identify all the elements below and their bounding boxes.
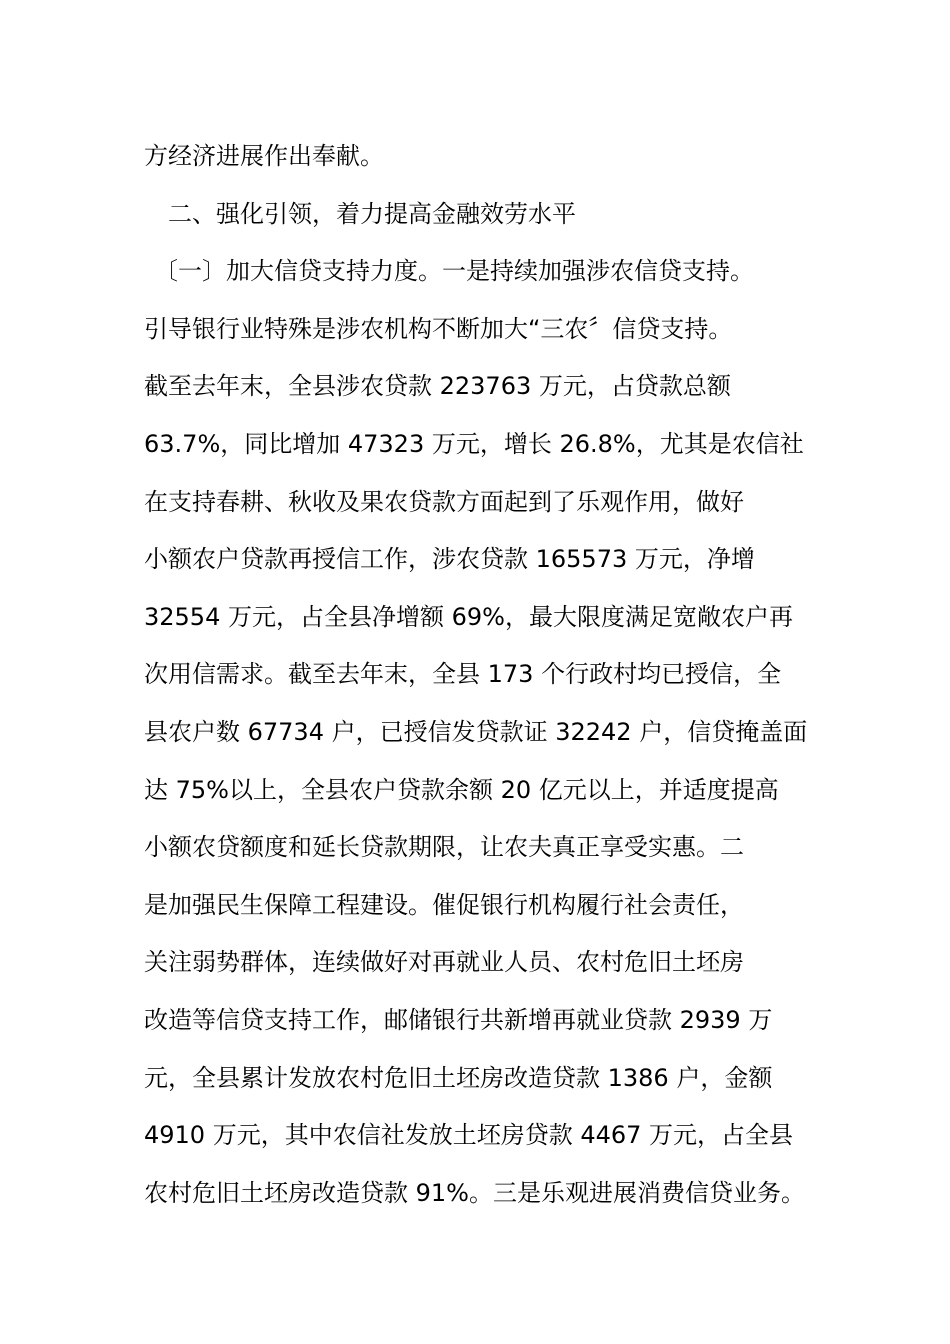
text-line: 32554 万元，占全县净增额 69%，最大限度满足宽敞农户再	[144, 602, 793, 631]
section-heading: 二、强化引领，着力提高金融效劳水平	[168, 199, 576, 228]
text-line: 次用信需求。截至去年末，全县 173 个行政村均已授信，全	[144, 660, 782, 689]
text-line: 引导银行业特殊是涉农机构不断加大“三农〞信贷支持。	[144, 314, 733, 343]
text-line: 是加强民生保障工程建设。催促银行机构履行社会责任，	[144, 890, 744, 919]
text-line: 关注弱势群体，连续做好对再就业人员、农村危旧土坯房	[144, 948, 744, 977]
text-line: 截至去年末，全县涉农贷款 223763 万元，占贷款总额	[144, 372, 731, 401]
text-line: 达 75%以上，全县农户贷款余额 20 亿元以上，并适度提高	[144, 775, 779, 804]
text-line: 农村危旧土坯房改造贷款 91%。三是乐观进展消费信贷业务。	[144, 1178, 805, 1207]
text-line: 〔一〕加大信贷支持力度。一是持续加强涉农信贷支持。	[154, 257, 754, 286]
text-line: 小额农贷额度和延长贷款期限，让农夫真正享受实惠。二	[144, 833, 744, 862]
text-line: 在支持春耕、秋收及果农贷款方面起到了乐观作用，做好	[144, 487, 744, 516]
text-line: 63.7%，同比增加 47323 万元，增长 26.8%，尤其是农信社	[144, 429, 804, 458]
text-line: 4910 万元，其中农信社发放土坯房贷款 4467 万元，占全县	[144, 1121, 794, 1150]
text-line: 县农户数 67734 户，已授信发贷款证 32242 户，信贷掩盖面	[144, 717, 808, 746]
text-line: 方经济进展作出奉献。	[144, 142, 384, 170]
text-line: 小额农户贷款再授信工作，涉农贷款 165573 万元，净增	[144, 545, 755, 574]
text-line: 改造等信贷支持工作，邮储银行共新增再就业贷款 2939 万	[144, 1005, 773, 1034]
text-line: 元，全县累计发放农村危旧土坯房改造贷款 1386 户，金额	[144, 1063, 773, 1092]
body-text	[144, 128, 844, 1222]
